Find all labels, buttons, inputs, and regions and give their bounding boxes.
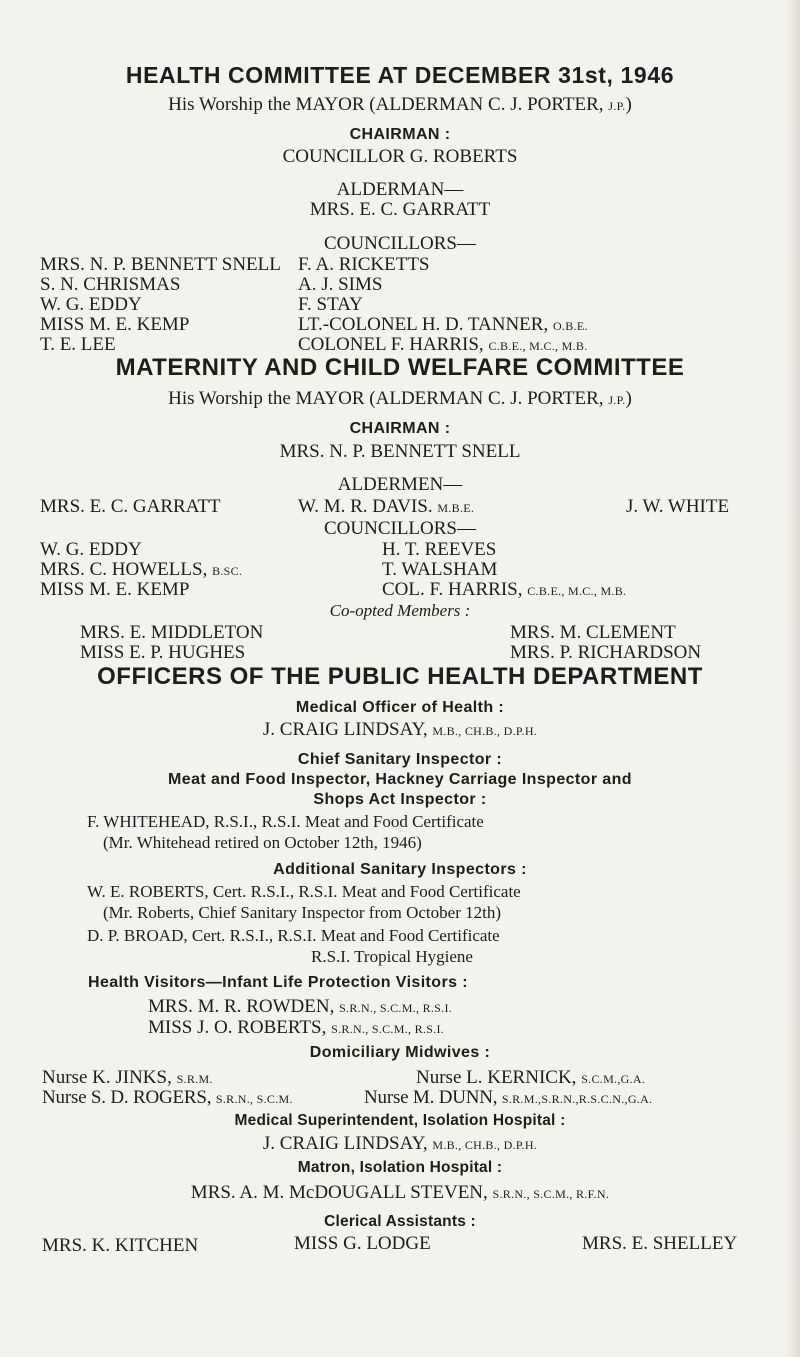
- shops-act-label: Shops Act Inspector :: [313, 791, 487, 808]
- meat-inspector-label: Meat and Food Inspector, Hackney Carriage Inspector and: [168, 771, 632, 788]
- health-chairman-name: COUNCILLOR G. ROBERTS: [282, 146, 518, 167]
- broad-entry: D. P. BROAD, Cert. R.S.I., R.S.I. Meat and Food Certificate: [87, 926, 500, 945]
- clerical-assistant: MRS. E. SHELLEY: [582, 1233, 738, 1254]
- superintendent-name: J. CRAIG LINDSAY, M.B., CH.B., D.P.H.: [262, 1133, 538, 1154]
- health-councillor-right: F. A. RICKETTS: [298, 254, 430, 275]
- additional-inspectors-label: Additional Sanitary Inspectors :: [273, 861, 527, 878]
- maternity-chairman-label: CHAIRMAN :: [349, 420, 451, 437]
- roberts-entry: W. E. ROBERTS, Cert. R.S.I., R.S.I. Meat and Food Certificate: [87, 882, 521, 901]
- maternity-councillor-right: T. WALSHAM: [382, 559, 498, 580]
- whitehead-note: (Mr. Whitehead retired on October 12th, 1946): [103, 833, 422, 852]
- jroberts-entry: MISS J. O. ROBERTS, S.R.N., S.C.M., R.S.I.: [148, 1017, 445, 1038]
- clerical-label: Clerical Assistants :: [324, 1213, 476, 1230]
- coopted-member: MISS E. P. HUGHES: [80, 642, 246, 663]
- matron-label: Matron, Isolation Hospital :: [297, 1159, 503, 1176]
- officers-heading: OFFICERS OF THE PUBLIC HEALTH DEPARTMENT: [97, 663, 703, 690]
- clerical-assistant: MRS. K. KITCHEN: [42, 1235, 199, 1256]
- maternity-committee-heading: MATERNITY AND CHILD WELFARE COMMITTEE: [115, 354, 685, 381]
- health-alderman-name: MRS. E. C. GARRATT: [309, 199, 491, 220]
- health-councillor-right: LT.-COLONEL H. D. TANNER, O.B.E.: [298, 314, 588, 335]
- health-visitors-label: Health Visitors—Infant Life Protection Visitors :: [88, 974, 468, 991]
- midwife-entry: Nurse L. KERNICK, S.C.M.,G.A.: [416, 1067, 646, 1088]
- maternity-councillor-left: MRS. C. HOWELLS, B.SC.: [40, 559, 243, 580]
- health-alderman-label: ALDERMAN—: [336, 179, 464, 200]
- health-councillor-left: W. G. EDDY: [40, 294, 142, 315]
- coopted-member: MRS. P. RICHARDSON: [510, 642, 702, 663]
- maternity-alderman: J. W. WHITE: [626, 496, 730, 517]
- health-councillor-left: T. E. LEE: [40, 334, 116, 355]
- health-mayor-line: His Worship the MAYOR (ALDERMAN C. J. PORTER, J.P.): [168, 94, 632, 115]
- coopted-member: MRS. E. MIDDLETON: [80, 622, 264, 643]
- matron-name: MRS. A. M. McDOUGALL STEVEN, S.R.N., S.C.M., R.F.N.: [190, 1182, 610, 1203]
- health-councillor-right: COLONEL F. HARRIS, C.B.E., M.C., M.B.: [298, 334, 588, 355]
- superintendent-label: Medical Superintendent, Isolation Hospital :: [234, 1112, 566, 1129]
- health-councillor-left: MISS M. E. KEMP: [40, 314, 190, 335]
- midwife-entry: Nurse S. D. ROGERS, S.R.N., S.C.M.: [42, 1087, 293, 1108]
- maternity-alderman: W. M. R. DAVIS. M.B.E.: [298, 496, 475, 517]
- health-councillor-right: A. J. SIMS: [298, 274, 383, 295]
- clerical-assistant: MISS G. LODGE: [294, 1233, 431, 1254]
- midwives-label: Domiciliary Midwives :: [309, 1044, 491, 1061]
- maternity-alderman: MRS. E. C. GARRATT: [40, 496, 221, 517]
- maternity-councillor-left: W. G. EDDY: [40, 539, 142, 560]
- maternity-aldermen-label: ALDERMEN—: [337, 474, 463, 495]
- maternity-mayor-line: His Worship the MAYOR (ALDERMAN C. J. PORTER, J.P.): [168, 388, 632, 409]
- whitehead-entry: F. WHITEHEAD, R.S.I., R.S.I. Meat and Food Certificate: [87, 812, 484, 831]
- chief-sanitary-label: Chief Sanitary Inspector :: [297, 751, 503, 768]
- maternity-councillor-left: MISS M. E. KEMP: [40, 579, 190, 600]
- midwife-entry: Nurse M. DUNN, S.R.M.,S.R.N.,R.S.C.N.,G.A.: [364, 1087, 653, 1108]
- health-councillors-label: COUNCILLORS—: [323, 233, 476, 254]
- maternity-councillors-label: COUNCILLORS—: [323, 518, 476, 539]
- midwife-entry: Nurse K. JINKS, S.R.M.: [42, 1067, 213, 1088]
- health-councillor-left: MRS. N. P. BENNETT SNELL: [40, 254, 281, 275]
- coopted-label: Co-opted Members :: [329, 601, 471, 620]
- roberts-note: (Mr. Roberts, Chief Sanitary Inspector from October 12th): [103, 903, 501, 922]
- health-chairman-label: CHAIRMAN :: [349, 126, 451, 143]
- maternity-councillor-right: COL. F. HARRIS, C.B.E., M.C., M.B.: [382, 579, 627, 600]
- health-committee-heading: HEALTH COMMITTEE AT DECEMBER 31st, 1946: [125, 62, 675, 88]
- rowden-entry: MRS. M. R. ROWDEN, S.R.N., S.C.M., R.S.I.: [148, 996, 453, 1017]
- maternity-chairman-name: MRS. N. P. BENNETT SNELL: [279, 441, 521, 462]
- moh-name: J. CRAIG LINDSAY, M.B., CH.B., D.P.H.: [262, 719, 538, 740]
- moh-label: Medical Officer of Health :: [295, 699, 505, 716]
- health-councillor-right: F. STAY: [298, 294, 363, 315]
- broad-entry-2: R.S.I. Tropical Hygiene: [311, 947, 473, 966]
- health-councillor-left: S. N. CHRISMAS: [40, 274, 181, 295]
- maternity-councillor-right: H. T. REEVES: [382, 539, 497, 560]
- coopted-member: MRS. M. CLEMENT: [510, 622, 676, 643]
